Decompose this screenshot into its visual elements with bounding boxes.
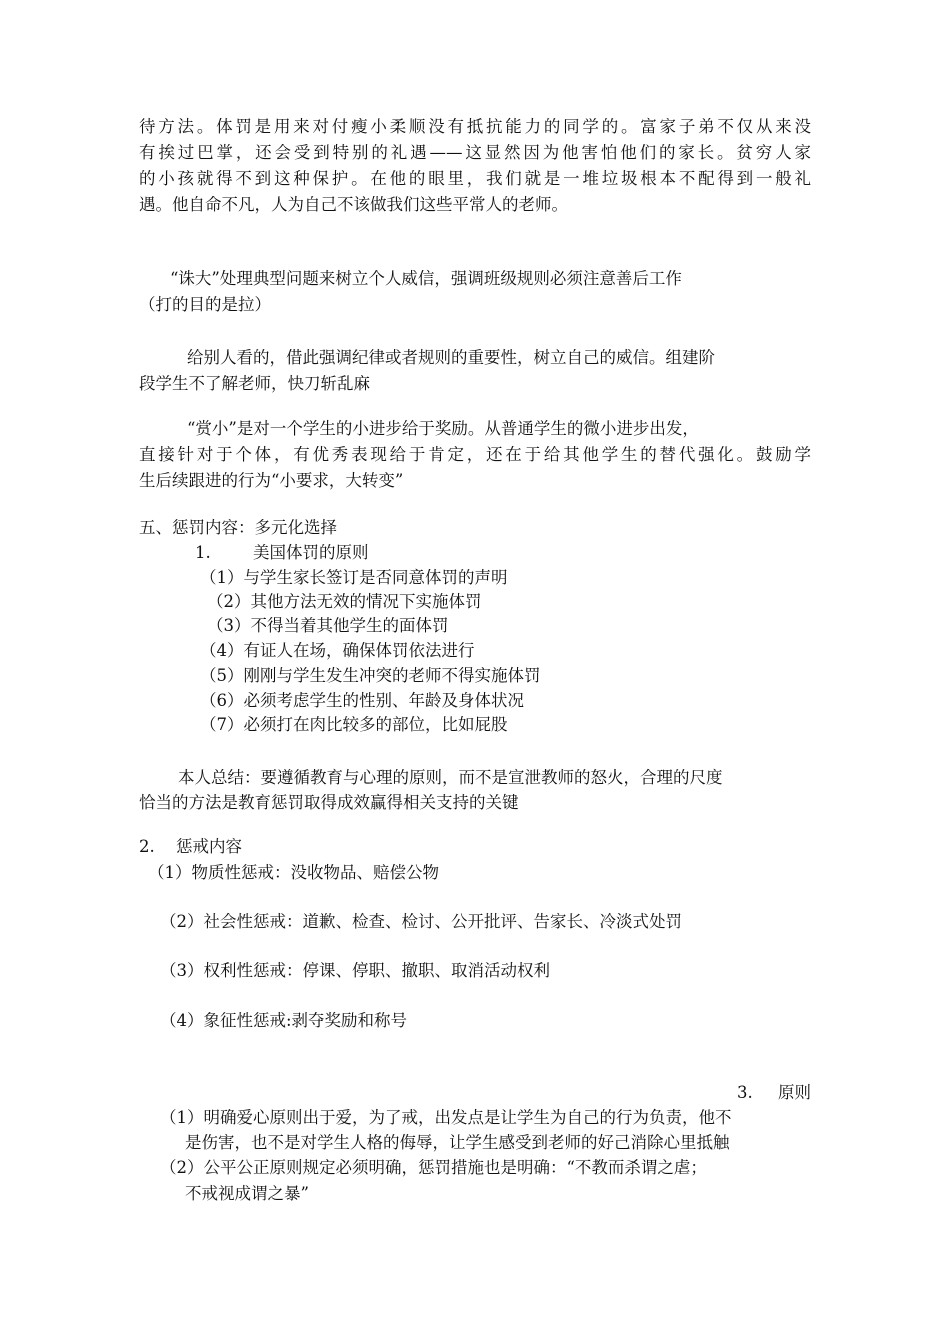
- summary-line: 恰当的方法是教育惩罚取得成效赢得相关支持的关键: [139, 793, 519, 812]
- paragraph2-line: （打的目的是拉）: [139, 295, 271, 314]
- principle-line: （1）明确爱心原则出于爱，为了戒，出发点是让学生为自己的行为负责，他不: [160, 1108, 732, 1127]
- paragraph4-line: “赏小”是对一个学生的小进步给于奖励。从普通学生的微小进步出发，: [187, 419, 699, 438]
- principle-line: （2）公平公正原则规定必须明确，惩罚措施也是明确：“不教而杀谓之虐；: [160, 1158, 707, 1177]
- rule-item: （7）必须打在肉比较多的部位，比如屁股: [200, 715, 508, 734]
- discipline-item: （3）权利性惩戒：停课、停职、撤职、取消活动权利: [160, 961, 550, 980]
- paragraph3-line: 段学生不了解老师，快刀斩乱麻: [139, 374, 370, 393]
- paragraph4-line: 直接针对于个体，有优秀表现给于肯定，还在于给其他学生的替代强化。鼓励学: [139, 445, 811, 464]
- rule-item: （6）必须考虑学生的性别、年龄及身体状况: [200, 691, 524, 710]
- paragraph1-line: 遇。他自命不凡，人为自己不该做我们这些平常人的老师。: [139, 195, 568, 214]
- rule-item: （2）其他方法无效的情况下实施体罚: [207, 592, 482, 611]
- discipline-item: （4）象征性惩戒:剥夺奖励和称号: [160, 1011, 408, 1030]
- sub3-title: 原则: [778, 1083, 811, 1102]
- paragraph3-line: 给别人看的，借此强调纪律或者规则的重要性，树立自己的威信。组建阶: [187, 348, 715, 367]
- sub1-title: 美国体罚的原则: [253, 543, 369, 562]
- rule-item: （1）与学生家长签订是否同意体罚的声明: [200, 568, 508, 587]
- paragraph1-line: 待方法。体罚是用来对付瘦小柔顺没有抵抗能力的同学的。富家子弟不仅从来没: [139, 117, 811, 136]
- section5-heading: 五、惩罚内容：多元化选择: [139, 518, 337, 537]
- paragraph4-line: 生后续跟进的行为“小要求，大转变”: [139, 471, 404, 490]
- rule-item: （3）不得当着其他学生的面体罚: [207, 616, 449, 635]
- discipline-item: （2）社会性惩戒：道歉、检查、检讨、公开批评、告家长、冷淡式处罚: [160, 912, 682, 931]
- sub2-number: 2.: [139, 837, 155, 856]
- paragraph2-line: “诛大”处理典型问题来树立个人威信，强调班级规则必须注意善后工作: [170, 269, 682, 288]
- rule-item: （5）刚刚与学生发生冲突的老师不得实施体罚: [200, 666, 541, 685]
- summary-line: 本人总结：要遵循教育与心理的原则，而不是宣泄教师的怒火，合理的尺度: [178, 768, 723, 787]
- sub1-number: 1.: [195, 543, 211, 562]
- paragraph1-line: 的小孩就得不到这种保护。在他的眼里，我们就是一堆垃圾根本不配得到一般礼: [139, 169, 811, 188]
- sub3-number: 3.: [737, 1083, 753, 1102]
- paragraph1-line: 有挨过巴掌，还会受到特别的礼遇——这显然因为他害怕他们的家长。贫穷人家: [139, 143, 811, 162]
- sub2-title: 惩戒内容: [176, 837, 242, 856]
- discipline-item: （1）物质性惩戒：没收物品、赔偿公物: [148, 863, 439, 882]
- rule-item: （4）有证人在场，确保体罚依法进行: [200, 641, 475, 660]
- principle-line: 不戒视成谓之暴”: [185, 1184, 309, 1203]
- principle-line: 是伤害，也不是对学生人格的侮辱，让学生感受到老师的好己消除心里抵触: [185, 1133, 730, 1152]
